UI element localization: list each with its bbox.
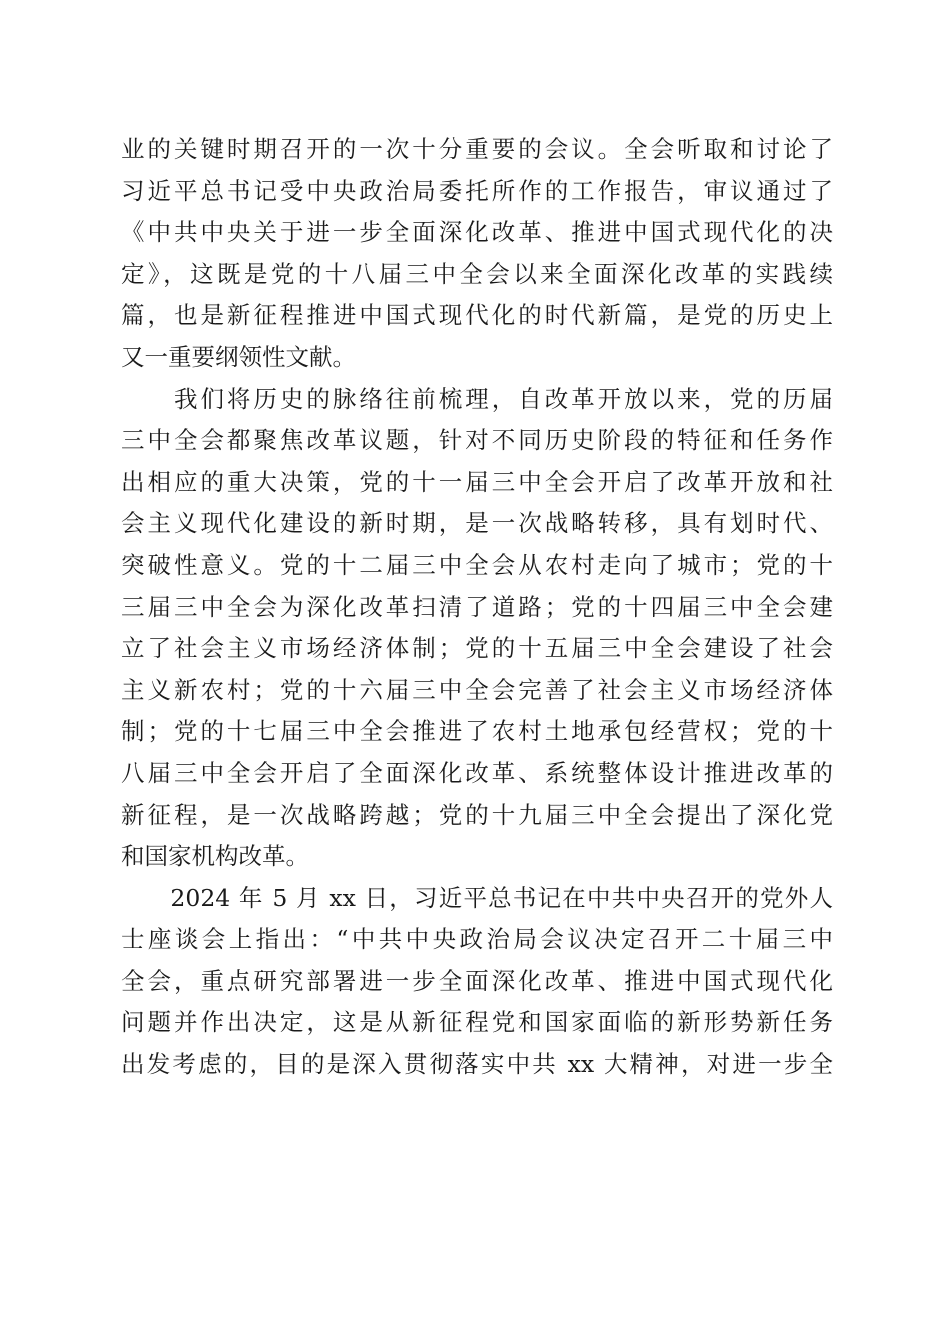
text-line: 又一重要纲领性文献。 (121, 342, 356, 371)
text-line: 业的关键时期召开的一次十分重要的会议。全会听取和讨论了 (121, 135, 833, 163)
text-line: 士座谈会上指出：“中共中央政治局会议决定召开二十届三中 (121, 925, 833, 954)
text-line: 出发考虑的，目的是深入贯彻落实中共 xx 大精神，对进一步全 (121, 1050, 833, 1079)
text-line: 新征程，是一次战略跨越；党的十九届三中全会提出了深化党 (121, 800, 833, 829)
text-line: 八届三中全会开启了全面深化改革、系统整体设计推进改革的 (121, 758, 833, 787)
text-line: 问题并作出决定，这是从新征程党和国家面临的新形势新任务 (121, 1008, 833, 1037)
paragraph-2 (121, 379, 833, 878)
text-line: 《中共中央关于进一步全面深化改革、推进中国式现代化的决 (121, 218, 833, 247)
text-line: 篇，也是新征程推进中国式现代化的时代新篇，是党的历史上 (121, 301, 833, 330)
paragraph-1 (121, 129, 833, 379)
text-line: 定》，这既是党的十八届三中全会以来全面深化改革的实践续 (121, 259, 833, 288)
text-line: 和国家机构改革。 (121, 842, 309, 871)
text-line: 我们将历史的脉络往前梳理，自改革开放以来，党的历届 (121, 384, 833, 413)
text-line: 制；党的十七届三中全会推进了农村土地承包经营权；党的十 (121, 717, 833, 746)
text-line: 会主义现代化建设的新时期，是一次战略转移，具有划时代、 (121, 509, 833, 538)
text-line: 主义新农村；党的十六届三中全会完善了社会主义市场经济体 (121, 675, 833, 704)
text-line: 习近平总书记受中央政治局委托所作的工作报告，审议通过了 (121, 176, 833, 205)
text-line: 三中全会都聚焦改革议题，针对不同历史阶段的特征和任务作 (121, 426, 833, 455)
text-line: 三届三中全会为深化改革扫清了道路；党的十四届三中全会建 (121, 592, 833, 621)
text-line: 突破性意义。党的十二届三中全会从农村走向了城市；党的十 (121, 550, 833, 579)
paragraph-3 (121, 878, 833, 1086)
text-line: 2024 年 5 月 xx 日，习近平总书记在中共中央召开的党外人 (121, 883, 833, 912)
text-line: 全会，重点研究部署进一步全面深化改革、推进中国式现代化 (121, 966, 833, 995)
text-line: 立了社会主义市场经济体制；党的十五届三中全会建设了社会 (121, 634, 833, 663)
text-line: 出相应的重大决策，党的十一届三中全会开启了改革开放和社 (121, 467, 833, 496)
body-text (121, 129, 833, 1086)
